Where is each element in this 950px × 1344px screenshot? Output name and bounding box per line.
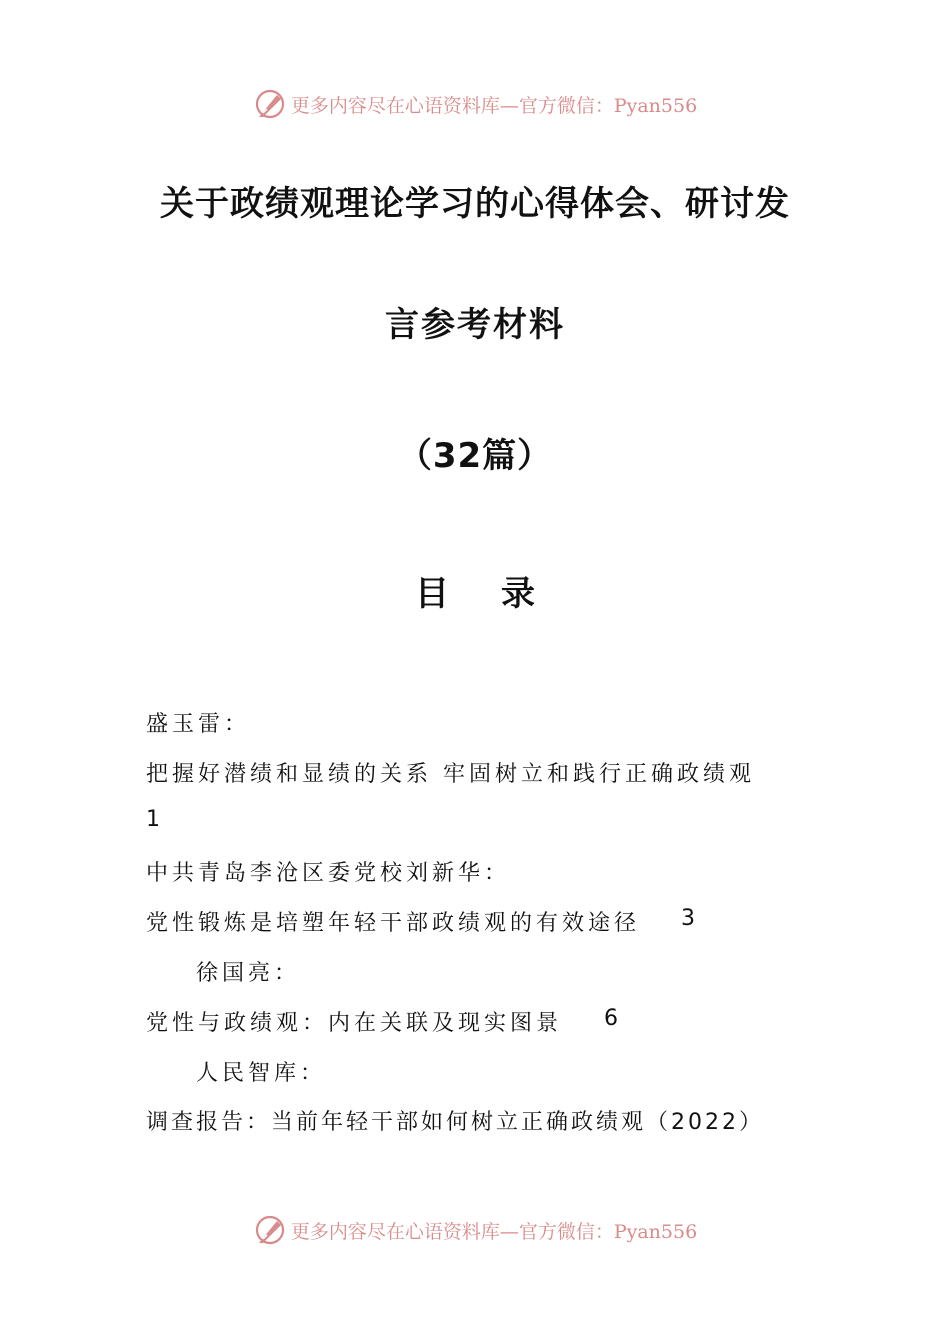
toc-heading-left: 目 — [415, 574, 449, 614]
watermark-footer — [0, 1210, 950, 1250]
toc-entry-author: 人民智库： — [196, 1061, 327, 1086]
toc-entry-author: 盛玉雷： — [146, 712, 251, 737]
toc-entry-author: 中共青岛李沧区委党校刘新华： — [146, 861, 511, 886]
toc-entry-page: 1 — [146, 807, 160, 832]
toc-entry-page: 6 — [604, 1006, 618, 1031]
toc-entry-title[interactable]: 党性与政绩观：内在关联及现实图景 — [146, 1011, 563, 1036]
toc-entry-page: 3 — [681, 906, 695, 931]
watermark-text: 更多内容尽在心语资料库—官方微信：Pyan556 — [290, 94, 698, 117]
pen-nib-logo — [253, 87, 287, 121]
toc-entry-title[interactable]: 把握好潜绩和显绩的关系 牢固树立和践行正确政绩观 — [146, 762, 755, 787]
toc-heading — [0, 566, 950, 615]
watermark-text: 更多内容尽在心语资料库—官方微信：Pyan556 — [290, 1220, 698, 1243]
toc-heading-right: 录 — [501, 574, 535, 614]
document-title-line2: 言参考材料 — [385, 305, 565, 345]
toc-entry-title[interactable]: 党性锻炼是培塑年轻干部政绩观的有效途径 — [146, 911, 641, 936]
watermark-header — [0, 84, 950, 124]
document-count: （32篇） — [397, 436, 553, 476]
document-title-line1: 关于政绩观理论学习的心得体会、研讨发 — [160, 184, 790, 224]
toc-entry-title[interactable]: 调查报告：当前年轻干部如何树立正确政绩观（2022） — [146, 1110, 764, 1135]
toc-entry-author: 徐国亮： — [196, 961, 301, 986]
pen-nib-logo — [253, 1213, 287, 1247]
